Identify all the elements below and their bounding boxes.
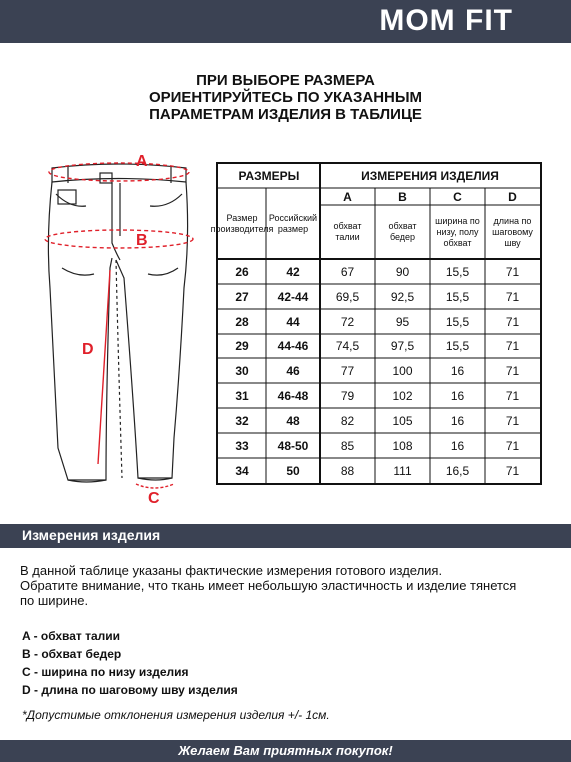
table-cell: 16: [450, 438, 465, 453]
table-cell: 42: [286, 264, 300, 279]
table-cell: 82: [340, 413, 355, 428]
table-cell: 50: [286, 463, 300, 478]
letter-a: A: [343, 189, 352, 204]
table-cell: 71: [505, 339, 520, 353]
legend-key: A: [22, 629, 31, 643]
legend-text: - длина по шаговому шву изделия: [30, 683, 238, 697]
table-cell: 16: [450, 413, 465, 428]
jeans-diagram: [38, 148, 208, 508]
brand-title: MOM FIT: [379, 4, 513, 37]
col-maker-size: Размер производителя: [210, 212, 274, 234]
desc-b: обхват бедер: [388, 221, 417, 242]
description-line-1: В данной таблице указаны фактические измерения готового изделия.: [20, 563, 443, 578]
table-cell: 48-50: [277, 438, 309, 453]
label-c: C: [148, 490, 160, 507]
legend-text: - ширина по низу изделия: [30, 665, 189, 679]
col-ru-size: Российский размер: [268, 212, 318, 234]
footer-bar: [0, 740, 571, 762]
table-cell: 69,5: [335, 289, 360, 304]
legend-text: - обхват талии: [30, 629, 121, 643]
table-cell: 100: [392, 363, 413, 378]
measures-header: ИЗМЕРЕНИЯ ИЗДЕЛИЯ: [361, 169, 499, 183]
table-cell: 48: [286, 413, 300, 428]
table-cell: 71: [505, 413, 520, 428]
section-bar: [0, 524, 571, 548]
table-cell: 74,5: [335, 339, 360, 353]
table-cell: 16: [450, 363, 465, 378]
table-cell: 108: [392, 438, 413, 453]
table-cell: 97,5: [390, 339, 415, 353]
legend-key: B: [22, 647, 31, 661]
table-cell: 90: [395, 264, 410, 279]
table-cell: 105: [392, 413, 413, 428]
description-line-2: Обратите внимание, что ткань имеет небольшую эластичность и изделие тянется: [20, 578, 517, 593]
table-cell: 71: [505, 463, 520, 478]
headline-line-3: ПАРАМЕТРАМ ИЗДЕЛИЯ В ТАБЛИЦЕ: [149, 106, 422, 123]
table-cell: 71: [505, 388, 520, 403]
footer-text: Желаем Вам приятных покупок!: [178, 743, 393, 758]
headline-line-2: ОРИЕНТИРУЙТЕСЬ ПО УКАЗАННЫМ: [148, 89, 423, 106]
legend-item: [22, 627, 238, 645]
table-cell: 15,5: [445, 314, 470, 329]
table-cell: 88: [340, 463, 355, 478]
table-cell: 31: [235, 388, 249, 403]
table-cell: 71: [505, 363, 520, 378]
table-cell: 71: [505, 314, 520, 329]
tolerance-note: *Допустимые отклонения измерения изделия +/- 1см.: [22, 708, 330, 722]
table-cell: 71: [505, 289, 520, 304]
table-cell: 102: [392, 388, 413, 403]
label-d: D: [82, 341, 94, 358]
table-cell: 30: [235, 363, 249, 378]
table-cell: 79: [340, 388, 355, 403]
letter-b: B: [398, 189, 407, 204]
table-cell: 29: [235, 339, 249, 353]
description-line-3: по ширине.: [20, 593, 89, 608]
table-cell: 15,5: [445, 339, 470, 353]
table-cell: 15,5: [445, 264, 470, 279]
table-cell: 28: [235, 314, 249, 329]
legend-key: D: [22, 683, 31, 697]
legend-list: [22, 627, 238, 699]
sizes-header: РАЗМЕРЫ: [238, 169, 300, 183]
table-cell: 15,5: [445, 289, 470, 304]
table-cell: 71: [505, 438, 520, 453]
table-cell: 26: [235, 264, 249, 279]
table-cell: 44-46: [277, 339, 309, 353]
section-title: Измерения изделия: [22, 527, 161, 543]
table-cell: 32: [235, 413, 249, 428]
legend-item: [22, 645, 238, 663]
size-table: [210, 162, 542, 485]
legend-item: [22, 663, 238, 681]
table-cell: 44: [286, 314, 300, 329]
legend-text: - обхват бедер: [30, 647, 122, 661]
letter-d: D: [508, 189, 517, 204]
desc-a: обхват талии: [333, 221, 362, 242]
table-cell: 85: [340, 438, 355, 453]
table-cell: 77: [340, 363, 355, 378]
description: [20, 563, 560, 608]
headline-line-1: ПРИ ВЫБОРЕ РАЗМЕРА: [196, 72, 375, 89]
table-cell: 16,5: [445, 463, 470, 478]
table-cell: 16: [450, 388, 465, 403]
desc-c: ширина по низу, полу обхват: [435, 215, 480, 248]
label-b: B: [136, 232, 148, 249]
table-cell: 34: [235, 463, 249, 478]
headline: [0, 72, 571, 123]
legend-key: C: [22, 665, 31, 679]
table-cell: 92,5: [390, 289, 415, 304]
desc-d: длина по шаговому шву: [492, 215, 533, 248]
table-cell: 42-44: [277, 289, 309, 304]
table-cell: 72: [340, 314, 355, 329]
label-a: A: [136, 153, 148, 170]
legend-item: [22, 681, 238, 699]
letter-c: C: [453, 189, 462, 204]
table-cell: 27: [235, 289, 249, 304]
table-cell: 95: [395, 314, 410, 329]
table-cell: 46: [286, 363, 300, 378]
table-cell: 33: [235, 438, 249, 453]
table-cell: 67: [340, 264, 355, 279]
header-bar: [0, 0, 571, 43]
table-cell: 71: [505, 264, 520, 279]
table-cell: 111: [393, 463, 412, 478]
table-cell: 46-48: [277, 388, 309, 403]
